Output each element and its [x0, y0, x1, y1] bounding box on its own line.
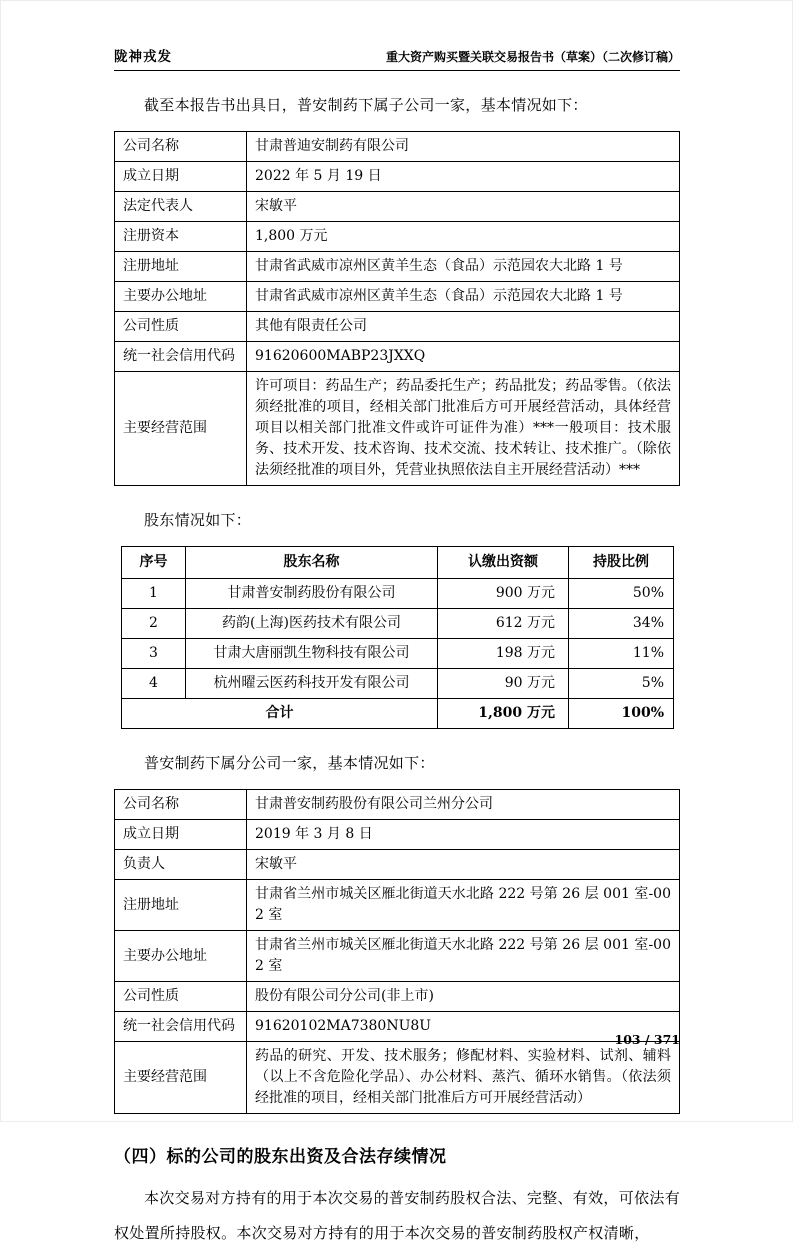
table-row — [115, 282, 680, 312]
header-report-title: 重大资产购买暨关联交易报告书（草案）（二次修订稿） — [385, 50, 680, 64]
cell-label: 主要办公地址 — [115, 931, 247, 982]
cell-value: 91620102MA7380NU8U — [247, 1012, 680, 1042]
cell-value: 1,800 万元 — [247, 222, 680, 252]
table-row — [122, 669, 674, 699]
cell-value: 股份有限公司分公司(非上市) — [247, 982, 680, 1012]
section-heading: （四）标的公司的股东出资及合法存续情况 — [114, 1147, 447, 1167]
table-row — [115, 222, 680, 252]
cell-label: 注册地址 — [115, 252, 247, 282]
page-header — [114, 45, 680, 71]
cell-index: 4 — [122, 669, 186, 699]
cell-amount: 90 万元 — [438, 669, 569, 699]
cell-value: 甘肃普迪安制药有限公司 — [247, 132, 680, 162]
table-header-row — [122, 547, 674, 579]
cell-value: 其他有限责任公司 — [247, 312, 680, 342]
cell-label: 主要办公地址 — [115, 282, 247, 312]
cell-label: 公司性质 — [115, 312, 247, 342]
cell-ratio: 11% — [569, 639, 674, 669]
cell-label: 注册地址 — [115, 880, 247, 931]
branch-intro-paragraph: 普安制药下属分公司一家，基本情况如下： — [144, 754, 435, 772]
subsidiary-info-table — [114, 131, 680, 486]
cell-label: 注册资本 — [115, 222, 247, 252]
cell-label: 成立日期 — [115, 820, 247, 850]
cell-name: 药韵(上海)医药技术有限公司 — [186, 609, 438, 639]
cell-value: 2019 年 3 月 8 日 — [247, 820, 680, 850]
cell-ratio: 34% — [569, 609, 674, 639]
shareholder-table — [121, 546, 674, 729]
cell-value: 甘肃省武威市凉州区黄羊生态（食品）示范园农大北路 1 号 — [247, 252, 680, 282]
cell-total-amount: 1,800 万元 — [438, 699, 569, 729]
cell-total-ratio: 100% — [569, 699, 674, 729]
cell-value: 甘肃省兰州市城关区雁北街道天水北路 222 号第 26 层 001 室-002 室 — [247, 880, 680, 931]
cell-index: 1 — [122, 579, 186, 609]
header-company-name: 陇神戎发 — [114, 49, 172, 65]
table-row — [122, 579, 674, 609]
cell-value: 甘肃普安制药股份有限公司兰州分公司 — [247, 790, 680, 820]
cell-amount: 612 万元 — [438, 609, 569, 639]
cell-name: 甘肃普安制药股份有限公司 — [186, 579, 438, 609]
cell-value: 宋敏平 — [247, 850, 680, 880]
body-paragraph: 本次交易对方持有的用于本次交易的普安制药股权合法、完整、有效，可依法有权处置所持股权。本次交易对方持有的用于本次交易的普安制药股权产权清晰， — [114, 1189, 680, 1243]
table-row — [115, 192, 680, 222]
column-header: 持股比例 — [569, 547, 674, 579]
cell-total-label: 合计 — [122, 699, 438, 729]
cell-amount: 900 万元 — [438, 579, 569, 609]
cell-ratio: 5% — [569, 669, 674, 699]
table-row — [115, 372, 680, 486]
cell-value: 甘肃省武威市凉州区黄羊生态（食品）示范园农大北路 1 号 — [247, 282, 680, 312]
cell-label: 法定代表人 — [115, 192, 247, 222]
table-row — [115, 1012, 680, 1042]
cell-label: 成立日期 — [115, 162, 247, 192]
cell-label: 主要经营范围 — [115, 1042, 247, 1114]
column-header: 序号 — [122, 547, 186, 579]
column-header: 认缴出资额 — [438, 547, 569, 579]
table-row — [122, 639, 674, 669]
shareholders-intro-paragraph: 股东情况如下： — [144, 511, 252, 529]
cell-value: 2022 年 5 月 19 日 — [247, 162, 680, 192]
cell-ratio: 50% — [569, 579, 674, 609]
intro-paragraph: 截至本报告书出具日，普安制药下属子公司一家，基本情况如下： — [144, 96, 588, 114]
column-header: 股东名称 — [186, 547, 438, 579]
cell-index: 2 — [122, 609, 186, 639]
cell-name: 甘肃大唐丽凯生物科技有限公司 — [186, 639, 438, 669]
cell-label: 负责人 — [115, 850, 247, 880]
cell-amount: 198 万元 — [438, 639, 569, 669]
cell-label: 统一社会信用代码 — [115, 1012, 247, 1042]
table-row — [115, 880, 680, 931]
page-number: 103 / 371 — [614, 1032, 680, 1047]
cell-label: 公司性质 — [115, 982, 247, 1012]
cell-index: 3 — [122, 639, 186, 669]
table-row — [115, 312, 680, 342]
table-row — [115, 1042, 680, 1114]
table-row — [122, 609, 674, 639]
cell-label: 主要经营范围 — [115, 372, 247, 486]
cell-name: 杭州曜云医药科技开发有限公司 — [186, 669, 438, 699]
table-row — [115, 252, 680, 282]
table-row — [115, 931, 680, 982]
table-row — [115, 162, 680, 192]
cell-label: 公司名称 — [115, 132, 247, 162]
cell-value: 甘肃省兰州市城关区雁北街道天水北路 222 号第 26 层 001 室-002 室 — [247, 931, 680, 982]
cell-label: 统一社会信用代码 — [115, 342, 247, 372]
table-row — [115, 342, 680, 372]
table-row — [115, 982, 680, 1012]
table-total-row — [122, 699, 674, 729]
branch-info-table — [114, 789, 680, 1114]
cell-value: 宋敏平 — [247, 192, 680, 222]
table-row — [115, 132, 680, 162]
table-row — [115, 790, 680, 820]
cell-value: 药品的研究、开发、技术服务；修配材料、实验材料、试剂、辅料（以上不含危险化学品）、办公材料、蒸汽、循环水销售。（依法须经批准的项目，经相关部门批准后方可开展经营活动） — [247, 1042, 680, 1114]
shareholder-table-wrapper — [114, 546, 680, 729]
table-row — [115, 850, 680, 880]
cell-label: 公司名称 — [115, 790, 247, 820]
cell-value: 许可项目：药品生产；药品委托生产；药品批发；药品零售。（依法须经批准的项目，经相关部门批准后方可开展经营活动，具体经营项目以相关部门批准文件或许可证件为准）***一般项目：技术服务、技术开发、技术咨询、技术交流、技术转让、技术推广。（除依法须经批准的项目外，凭营业执照依法自主开展经营活动）*** — [247, 372, 680, 486]
table-row — [115, 820, 680, 850]
cell-value: 91620600MABP23JXXQ — [247, 342, 680, 372]
